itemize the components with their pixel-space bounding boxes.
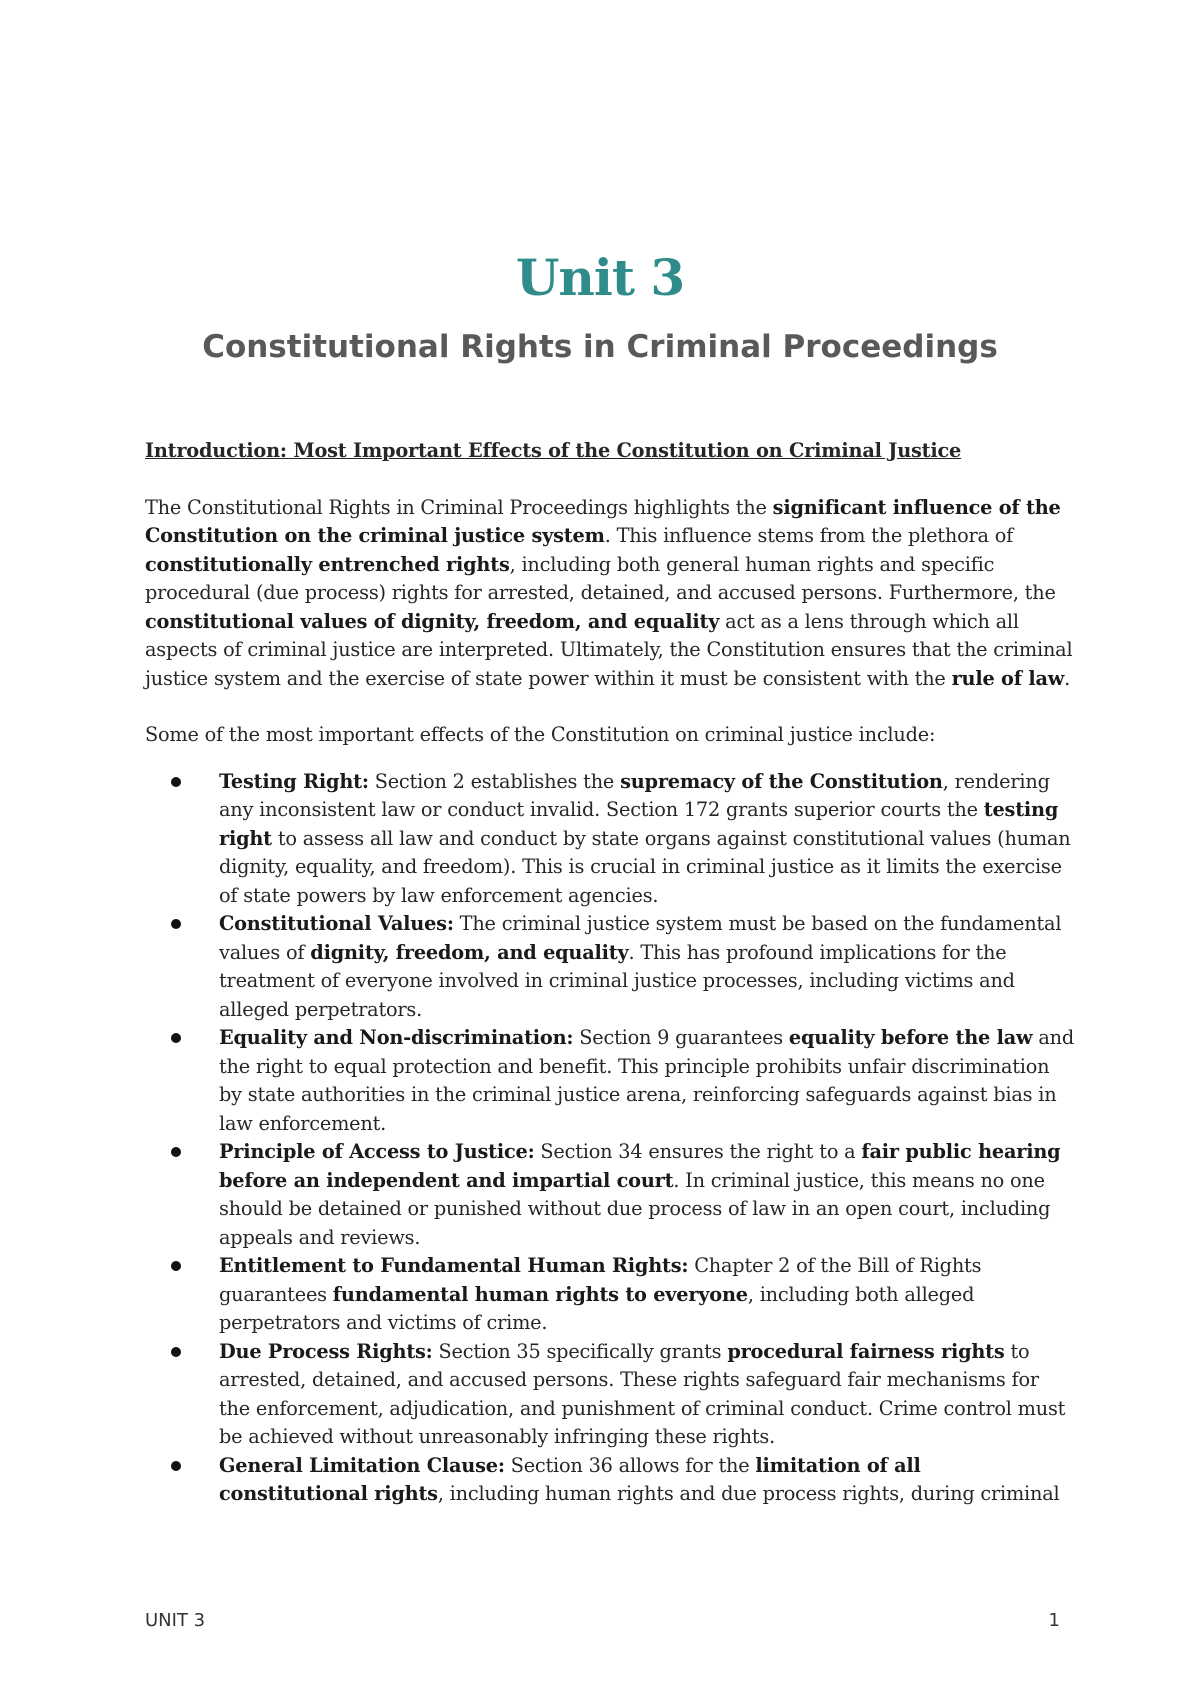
- bold-text: Due Process Rights:: [219, 1339, 433, 1363]
- bullet-icon: [171, 777, 181, 787]
- bold-text: General Limitation Clause:: [219, 1453, 505, 1477]
- effect-text: [219, 1454, 1060, 1506]
- effects-lead: Some of the most important effects of the Constitution on criminal justice include:: [145, 723, 936, 746]
- bold-text: Equality and Non-discrimination:: [219, 1026, 574, 1049]
- unit-subtitle: Constitutional Rights in Criminal Proceedings: [202, 329, 998, 365]
- text-run: to assess all law and conduct by state organs against constitutional values (human dignity, equality, and freedom). This is crucial in criminal justice as it limits the exercise of state powers by law enforcement agencies.: [219, 826, 1071, 907]
- bullet-icon: [171, 1461, 181, 1471]
- text-run: The Constitutional Rights in Criminal Proceedings highlights the: [145, 495, 773, 519]
- bold-text: significant influence of the Constitution on the criminal justice system: [145, 495, 1061, 547]
- text-run: . In criminal justice, this means no one should be detained or punished without due process of law in an open court, including appeals and reviews.: [219, 1168, 1051, 1249]
- bold-text: Constitutional Values:: [219, 912, 454, 935]
- text-run: to arrested, detained, and accused persons. These rights safeguard fair mechanisms for the enforcement, adjudication, and punishment of criminal conduct. Crime control must be achieved without unreasonably infringing these rights.: [219, 1339, 1066, 1448]
- bold-text: Entitlement to Fundamental Human Rights:: [219, 1254, 689, 1277]
- text-run: Chapter 2 of the Bill of Rights guarantees: [219, 1254, 982, 1306]
- effects-list: [145, 768, 1075, 1509]
- bold-text: procedural fairness rights: [727, 1339, 1005, 1363]
- bullet-icon: [171, 1261, 181, 1271]
- bold-text: equality before the law: [788, 1026, 1033, 1049]
- text-run: , including both alleged perpetrators and victims of crime.: [219, 1282, 975, 1334]
- effect-item-due-process: [145, 1338, 1075, 1452]
- bold-text: constitutional values of dignity, freedom, and equality: [145, 609, 720, 633]
- bold-text: rule of law: [951, 666, 1065, 690]
- bullet-icon: [171, 1147, 181, 1157]
- effect-text: [219, 1140, 1060, 1249]
- bullet-icon: [171, 1347, 181, 1357]
- text-run: Section 35 specifically grants: [432, 1339, 728, 1363]
- intro-heading: Introduction: Most Important Effects of the Constitution on Criminal Justice: [145, 439, 962, 462]
- unit-title: Unit 3: [515, 248, 685, 307]
- footer-unit-label: UNIT 3: [145, 1610, 206, 1631]
- text-run: , including both general human rights and specific procedural (due process) rights for arrested, detained, and accused persons. Furthermore, the: [145, 552, 1056, 604]
- effect-item-fundamental-rights: [145, 1252, 1075, 1338]
- text-run: Section 2 establishes the: [368, 769, 621, 793]
- document-body: [145, 437, 1075, 1509]
- bold-text: supremacy of the Constitution: [620, 769, 943, 793]
- effect-text: [219, 1340, 1065, 1449]
- intro-paragraph: [145, 494, 1075, 694]
- bullet-icon: [171, 1033, 181, 1043]
- bold-text: testing right: [219, 798, 1059, 850]
- text-run: . This has profound implications for the treatment of everyone involved in criminal justice processes, including victims and alleged perpetrators.: [219, 940, 1015, 1021]
- bold-text: Testing Right:: [219, 769, 369, 793]
- effect-item-limitation-clause: [145, 1452, 1075, 1509]
- bold-text: Principle of Access to Justice:: [219, 1140, 535, 1163]
- bullet-icon: [171, 919, 181, 929]
- text-run: act as a lens through which all aspects of criminal justice are interpreted. Ultimately, the Constitution ensures that the criminal justice system and the exercise of state power within it must be consistent with the: [145, 609, 1073, 690]
- text-run: Section 9 guarantees: [573, 1026, 789, 1049]
- effect-item-equality: [145, 1024, 1075, 1138]
- bold-text: fundamental human rights to everyone: [332, 1282, 748, 1306]
- effect-item-constitutional-values: [145, 910, 1075, 1024]
- effect-text: [219, 912, 1061, 1021]
- effect-text: [219, 770, 1071, 907]
- text-run: Section 34 ensures the right to a: [534, 1140, 862, 1163]
- effect-item-testing-right: [145, 768, 1075, 911]
- text-run: The criminal justice system must be based on the fundamental values of: [219, 912, 1062, 964]
- page-number: 1: [1048, 1610, 1060, 1631]
- bold-text: fair public hearing before an independent and impartial court: [219, 1140, 1061, 1192]
- effect-item-access-to-justice: [145, 1138, 1075, 1252]
- text-run: , rendering any inconsistent law or conduct invalid. Section 172 grants superior courts the: [219, 769, 1050, 821]
- text-run: Section 36 allows for the: [504, 1453, 756, 1477]
- text-run: . This influence stems from the plethora of: [604, 524, 1014, 547]
- effect-text: [219, 1026, 1074, 1135]
- bold-text: limitation of all constitutional rights: [219, 1453, 921, 1505]
- text-run: , including human rights and due process rights, during criminal: [437, 1482, 1060, 1505]
- text-run: and the right to equal protection and benefit. This principle prohibits unfair discrimination by state authorities in the criminal justice arena, reinforcing safeguards against bias in law enforcement.: [219, 1026, 1075, 1135]
- bold-text: constitutionally entrenched rights: [145, 552, 510, 576]
- bold-text: dignity, freedom, and equality: [310, 940, 629, 964]
- effect-text: [219, 1254, 981, 1334]
- text-run: .: [1064, 666, 1071, 690]
